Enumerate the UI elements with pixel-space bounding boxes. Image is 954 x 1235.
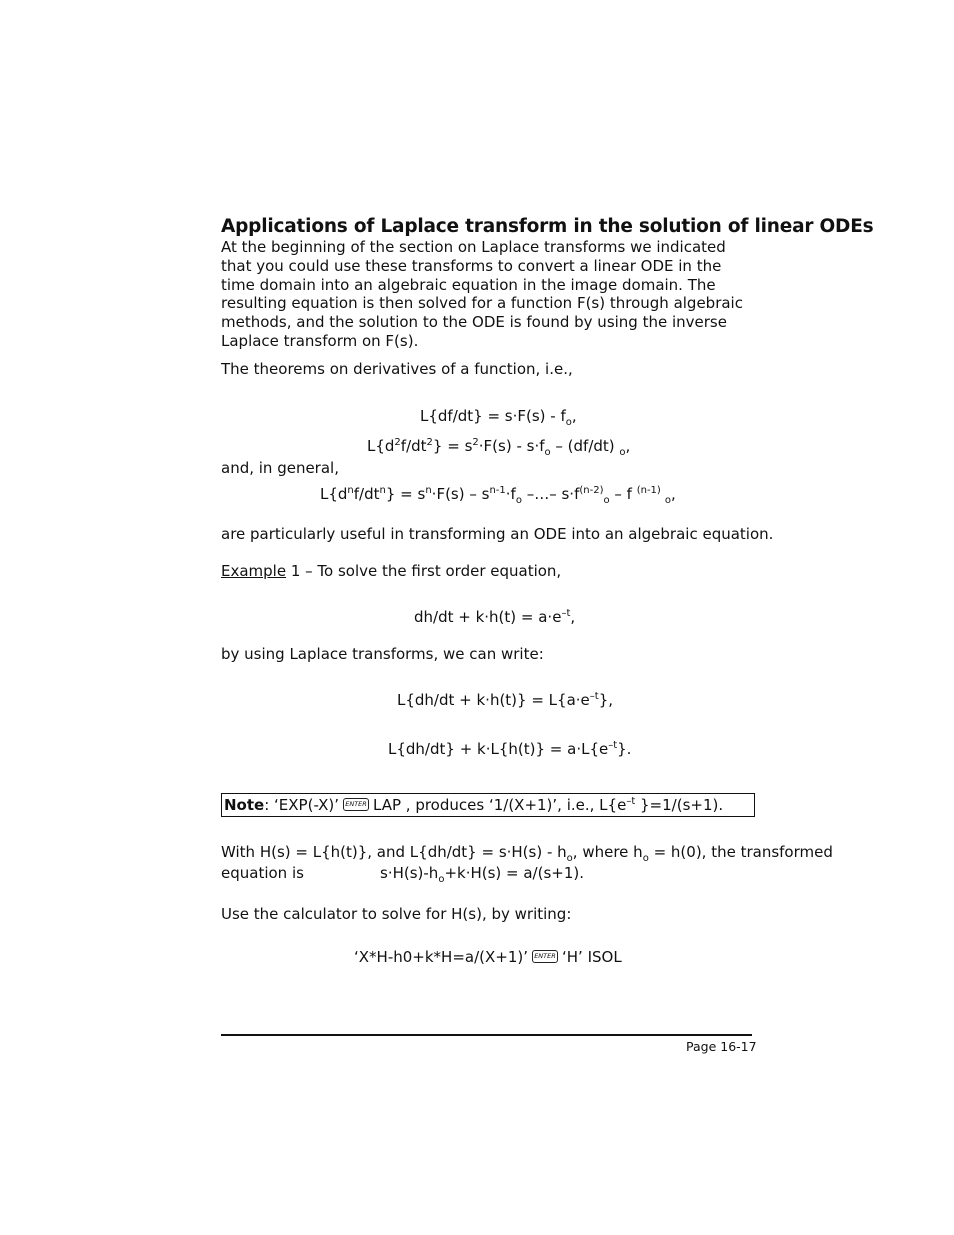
calc-b: ‘H’ ISOL xyxy=(562,948,622,966)
eq3-b: f/dt xyxy=(353,485,380,503)
eq2-c-sup: 2 xyxy=(472,437,479,448)
ode-a: dh/dt + k·h(t) = a·e xyxy=(414,608,562,626)
eq2-c: } = s xyxy=(432,437,473,455)
theorems-intro: The theorems on derivatives of a function, i.e., xyxy=(221,360,573,378)
eq3-d: ·F(s) – s xyxy=(431,485,490,503)
useful-text: are particularly useful in transforming an ODE into an algebraic equation. xyxy=(221,525,774,543)
with-h-b-sub: o xyxy=(642,853,649,864)
intro-text: At the beginning of the section on Laplace transforms we indicated that you could use these transforms to convert a linear ODE in the time domain into an algebraic equation in the image domain. The resulting equation is then solved for a function F(s) through algebraic methods, and the solution to the ODE is found by using the inverse Laplace transform on F(s). xyxy=(221,238,743,350)
eq1-sub: o xyxy=(565,417,572,428)
eq3-a-sup: n xyxy=(347,485,354,496)
eq1-tail: , xyxy=(571,407,577,425)
calc-a: ‘X*H-h0+k*H=a/(X+1)’ xyxy=(354,948,528,966)
example-text: 1 – To solve the first order equation, xyxy=(286,562,562,580)
ode-b: , xyxy=(570,608,576,626)
ode-equation xyxy=(414,608,575,626)
eq2-e: – (df/dt) xyxy=(550,437,620,455)
eq3-c-sup: n xyxy=(425,485,432,496)
note-sup: –t xyxy=(626,796,636,807)
with-h-a-sub: o xyxy=(566,853,573,864)
eq3-b-sup: n xyxy=(379,485,386,496)
page-number: Page 16-17 xyxy=(686,1039,757,1054)
example-line xyxy=(221,562,561,580)
lap2-a: L{dh/dt} + k·L{h(t)} = a·L{e xyxy=(388,740,609,758)
eq3-e: ·f xyxy=(505,485,516,503)
note-label: Note xyxy=(224,796,265,814)
eq2-e-sub: o xyxy=(619,447,626,458)
eq3-e-sub: o xyxy=(515,495,522,506)
footer-rule xyxy=(221,1034,752,1036)
eq3-d-sup: n-1 xyxy=(489,485,506,496)
with-h-c: = h(0), the transformed xyxy=(648,843,833,861)
eq2-f: , xyxy=(625,437,631,455)
note-b: LAP , produces ‘1/(X+1)’, i.e., L{e xyxy=(373,796,627,814)
enter-key-icon: ENTER xyxy=(532,950,558,963)
eq3-g-sup: (n-1) xyxy=(636,485,661,496)
ode-sup: –t xyxy=(561,608,571,619)
with-h-a: With H(s) = L{h(t)}, and L{dh/dt} = s·H(s) - h xyxy=(221,843,567,861)
lap2-sup: –t xyxy=(608,740,618,751)
equation-second-derivative xyxy=(367,437,631,458)
transformed-sub: o xyxy=(438,874,445,885)
eq3-f-sub: o xyxy=(603,495,610,506)
by-using-text: by using Laplace transforms, we can write: xyxy=(221,645,544,663)
eq2-a-sup: 2 xyxy=(394,437,401,448)
example-label: Example xyxy=(221,562,287,580)
eq2-d: ·F(s) - s·f xyxy=(478,437,545,455)
equation-first-derivative xyxy=(420,407,577,428)
transformed-equation xyxy=(380,864,585,885)
lap1-b: }, xyxy=(598,691,614,709)
eq2-a: L{d xyxy=(367,437,395,455)
calculator-command xyxy=(354,948,622,966)
laplace-equation-1 xyxy=(397,691,613,709)
with-h-b: , where h xyxy=(572,843,643,861)
note-c: }=1/(s+1). xyxy=(635,796,724,814)
lap1-sup: –t xyxy=(589,691,599,702)
eq3-g-sub: o xyxy=(664,495,671,506)
equation-nth-derivative xyxy=(320,485,676,506)
eq3-f: –…– s·f xyxy=(521,485,580,503)
lap2-b: }. xyxy=(617,740,632,758)
section-heading: Applications of Laplace transform in the solution of linear ODEs xyxy=(221,216,874,237)
transformed-a: s·H(s)-h xyxy=(380,864,439,882)
eq3-c: } = s xyxy=(385,485,426,503)
intro-paragraph xyxy=(221,238,751,351)
eq2-b-sup: 2 xyxy=(426,437,433,448)
eq3-g: – f xyxy=(609,485,637,503)
eq2-b: f/dt xyxy=(400,437,427,455)
eq3-h: , xyxy=(670,485,676,503)
eq2-d-sub: o xyxy=(544,447,551,458)
use-calculator-text: Use the calculator to solve for H(s), by writing: xyxy=(221,905,572,923)
with-h-line xyxy=(221,843,833,864)
eq1-text: L{df/dt} = s·F(s) - f xyxy=(420,407,566,425)
laplace-equation-2 xyxy=(388,740,631,758)
lap1-a: L{dh/dt + k·h(t)} = L{a·e xyxy=(397,691,590,709)
enter-key-icon: ENTER xyxy=(343,798,369,811)
and-in-general: and, in general, xyxy=(221,459,339,477)
note-a: : ‘EXP(-X)’ xyxy=(264,796,340,814)
eq3-a: L{d xyxy=(320,485,348,503)
eq3-f-sup: (n-2) xyxy=(579,485,604,496)
equation-is-label: equation is xyxy=(221,864,304,882)
note-box xyxy=(221,793,755,817)
transformed-b: +k·H(s) = a/(s+1). xyxy=(444,864,585,882)
